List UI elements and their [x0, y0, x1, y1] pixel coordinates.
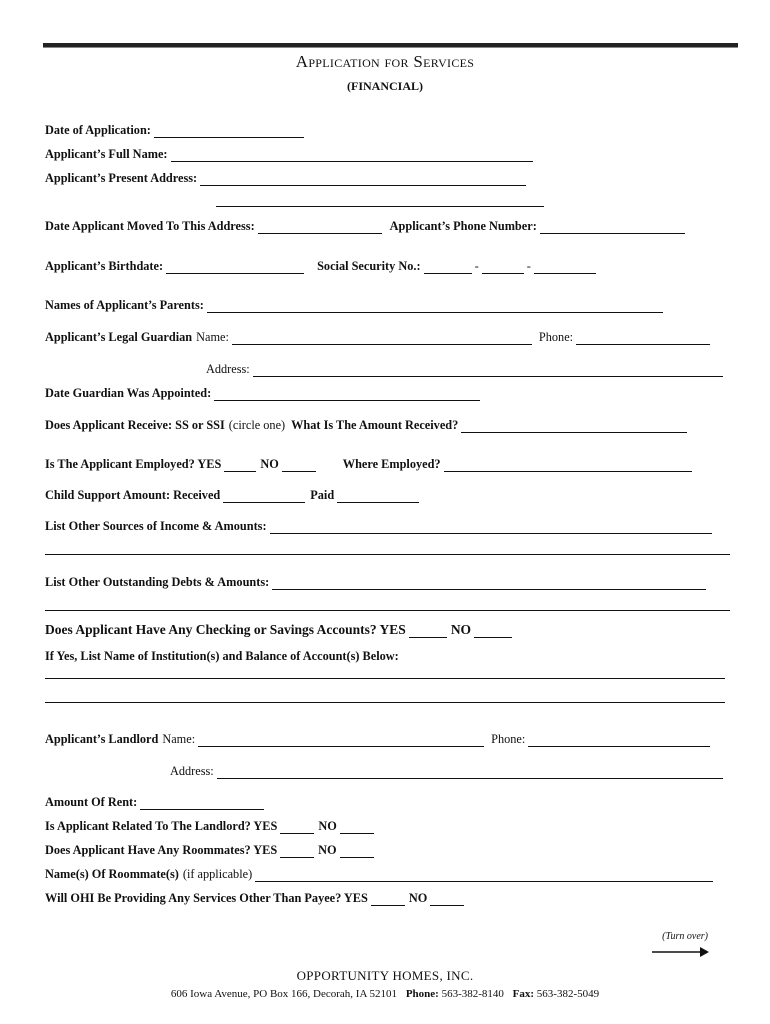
related-landlord-label: Is Applicant Related To The Landlord? YES: [45, 819, 278, 833]
date-moved-label: Date Applicant Moved To This Address:: [45, 219, 255, 233]
date-of-application-row: [45, 120, 304, 138]
parents-field[interactable]: [207, 300, 663, 313]
guardian-label: Applicant’s Legal Guardian: [45, 330, 193, 344]
landlord-address-field[interactable]: [217, 766, 723, 779]
guardian-phone-field[interactable]: [576, 332, 710, 345]
roommates-no-field[interactable]: [340, 845, 374, 858]
accounts-no-field[interactable]: [474, 625, 512, 638]
fax-label: Fax:: [512, 988, 535, 1000]
accounts-yes-field[interactable]: [409, 625, 447, 638]
date-guardian-label: Date Guardian Was Appointed:: [45, 386, 212, 400]
organization-name: OPPORTUNITY HOMES, INC.: [296, 968, 474, 983]
full-name-field[interactable]: [171, 149, 533, 162]
landlord-phone-label: Phone:: [491, 732, 526, 746]
ssn-field-2[interactable]: [482, 261, 524, 274]
other-income-field-line2[interactable]: [45, 554, 730, 555]
guardian-phone-label: Phone:: [538, 330, 574, 344]
organization-contact: [0, 988, 770, 1000]
other-income-label: List Other Sources of Income & Amounts:: [45, 519, 267, 533]
receive-ss-row: [45, 415, 687, 433]
landlord-phone-field[interactable]: [528, 734, 710, 747]
present-address-label: Applicant’s Present Address:: [45, 171, 198, 185]
child-support-received-field[interactable]: [223, 490, 305, 503]
accounts-detail-line1[interactable]: [45, 678, 725, 679]
date-guardian-row: [45, 383, 480, 401]
accounts-detail-line2[interactable]: [45, 702, 725, 703]
guardian-name-field[interactable]: [232, 332, 532, 345]
other-debts-field[interactable]: [272, 577, 706, 590]
amount-received-label: What Is The Amount Received?: [291, 418, 459, 432]
rent-row: [45, 792, 264, 810]
landlord-address-row: [170, 761, 723, 779]
phone-number-label: Applicant’s Phone Number:: [389, 219, 537, 233]
ssn-field-1[interactable]: [424, 261, 472, 274]
form-title: Application for Services: [295, 52, 475, 71]
employed-label: Is The Applicant Employed? YES: [45, 457, 222, 471]
roommate-names-row: [45, 864, 713, 882]
related-landlord-row: [45, 816, 374, 834]
present-address-row: [45, 168, 526, 186]
ohi-services-no-label: NO: [408, 891, 428, 905]
related-landlord-no-label: NO: [318, 819, 337, 833]
child-support-label: Child Support Amount: Received: [45, 488, 221, 502]
date-of-application-label: Date of Application:: [45, 123, 151, 137]
amount-received-field[interactable]: [461, 420, 687, 433]
other-debts-row: [45, 572, 706, 590]
ssn-field-3[interactable]: [534, 261, 596, 274]
employed-row: [45, 454, 692, 472]
present-address-field[interactable]: [200, 173, 526, 186]
rent-label: Amount Of Rent:: [45, 795, 138, 809]
landlord-name-field[interactable]: [198, 734, 484, 747]
landlord-name-label: Name:: [162, 732, 196, 746]
accounts-label: Does Applicant Have Any Checking or Savings Accounts? YES: [45, 622, 406, 637]
landlord-row: [45, 729, 710, 747]
receive-ss-label: Does Applicant Receive: SS or SSI: [45, 418, 225, 432]
form-subtitle: (FINANCIAL): [347, 79, 423, 93]
guardian-row: [45, 327, 710, 345]
parents-row: [45, 295, 663, 313]
ssn-dash-1: -: [474, 259, 479, 273]
turn-over-note: (Turn over): [662, 931, 708, 942]
roommates-no-label: NO: [318, 843, 337, 857]
accounts-no-label: NO: [450, 622, 472, 637]
full-name-row: [45, 144, 533, 162]
birthdate-field[interactable]: [166, 261, 304, 274]
birthdate-label: Applicant’s Birthdate:: [45, 259, 164, 273]
where-employed-field[interactable]: [444, 459, 692, 472]
date-moved-row: [45, 216, 685, 234]
guardian-address-label: Address:: [206, 362, 250, 376]
roommates-yes-field[interactable]: [280, 845, 314, 858]
other-income-field[interactable]: [270, 521, 712, 534]
where-employed-label: Where Employed?: [342, 457, 441, 471]
child-support-row: [45, 485, 419, 503]
organization-address: 606 Iowa Avenue, PO Box 166, Decorah, IA 52101: [170, 988, 398, 1000]
related-landlord-no-field[interactable]: [340, 821, 374, 834]
ssn-label: Social Security No.:: [317, 259, 421, 273]
child-support-paid-field[interactable]: [337, 490, 419, 503]
if-applicable-note: (if applicable): [182, 867, 253, 881]
other-income-row: [45, 516, 712, 534]
roommates-label: Does Applicant Have Any Roommates? YES: [45, 843, 278, 857]
date-of-application-field[interactable]: [154, 125, 304, 138]
arrow-right-icon: [652, 945, 710, 963]
guardian-address-field[interactable]: [253, 364, 723, 377]
related-landlord-yes-field[interactable]: [280, 821, 314, 834]
phone-number-field[interactable]: [540, 221, 685, 234]
other-debts-field-line2[interactable]: [45, 610, 730, 611]
guardian-name-label: Name:: [196, 330, 229, 344]
accounts-row: [45, 620, 512, 638]
ohi-services-yes-field[interactable]: [371, 893, 405, 906]
if-yes-row: [45, 646, 399, 664]
ohi-services-no-field[interactable]: [430, 893, 464, 906]
present-address-field-line2[interactable]: [216, 206, 544, 207]
ohi-services-row: [45, 888, 464, 906]
organization-phone: 563-382-8140: [441, 988, 504, 1000]
guardian-address-row: [206, 359, 723, 377]
phone-label: Phone:: [405, 988, 439, 1000]
roommates-row: [45, 840, 374, 858]
employed-no-label: NO: [260, 457, 279, 471]
roommate-names-field[interactable]: [255, 869, 713, 882]
circle-one-note: (circle one): [228, 418, 286, 432]
landlord-label: Applicant’s Landlord: [45, 732, 159, 746]
header-rule: [43, 43, 738, 48]
full-name-label: Applicant’s Full Name:: [45, 147, 168, 161]
other-debts-label: List Other Outstanding Debts & Amounts:: [45, 575, 270, 589]
date-moved-field[interactable]: [258, 221, 382, 234]
if-yes-label: If Yes, List Name of Institution(s) and Balance of Account(s) Below:: [45, 649, 399, 663]
ssn-dash-2: -: [526, 259, 531, 273]
landlord-address-label: Address:: [170, 764, 214, 778]
parents-label: Names of Applicant’s Parents:: [45, 298, 204, 312]
date-guardian-field[interactable]: [214, 388, 480, 401]
rent-field[interactable]: [140, 797, 264, 810]
roommate-names-label: Name(s) Of Roommate(s): [45, 867, 179, 881]
child-support-paid-label: Paid: [310, 488, 335, 502]
employed-yes-field[interactable]: [224, 459, 256, 472]
ohi-services-label: Will OHI Be Providing Any Services Other Than Payee? YES: [45, 891, 368, 905]
employed-no-field[interactable]: [282, 459, 316, 472]
birthdate-row: [45, 256, 596, 274]
organization-fax: 563-382-5049: [536, 988, 600, 1000]
